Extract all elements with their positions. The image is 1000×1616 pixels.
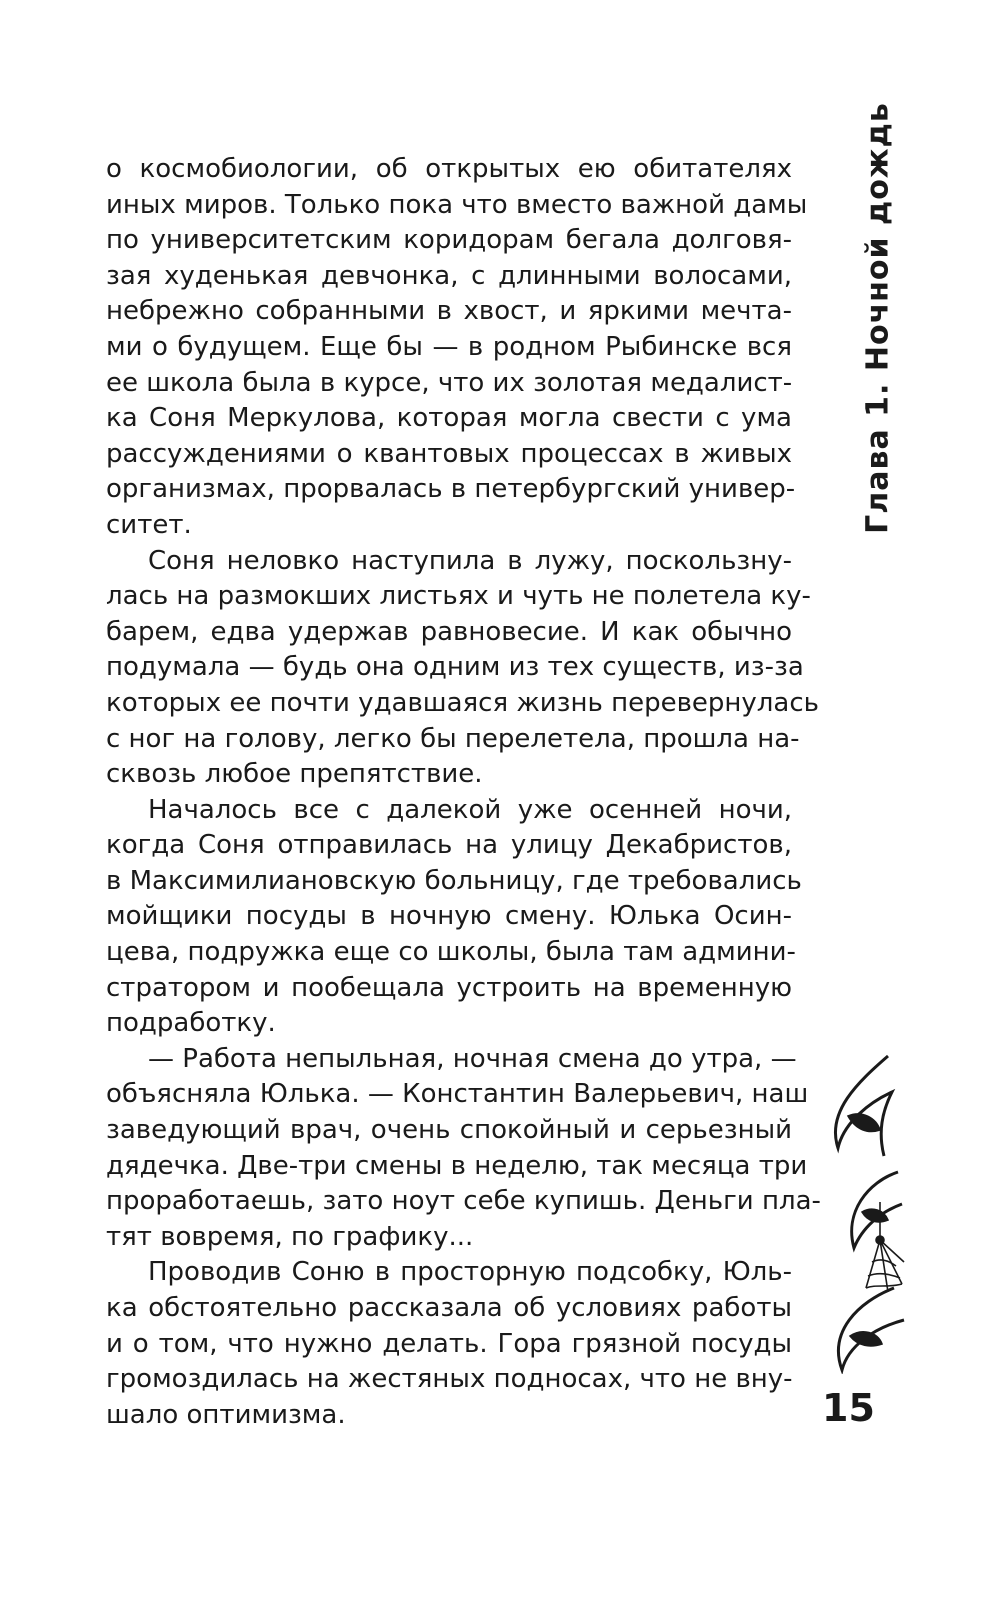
- text-line: лась на размокших листьях и чуть не полетела ку-: [106, 581, 811, 612]
- text-line: рассуждениями о квантовых процессах в живых: [106, 438, 792, 469]
- text-line: подумала — будь она одним из тех существ, из-за: [106, 652, 804, 683]
- text-line: стратором и пообещала устроить на временную: [106, 972, 792, 1003]
- text-line: тят вовремя, по графику...: [106, 1221, 474, 1252]
- text-line: объясняла Юлька. — Константин Валерьевич, наш: [106, 1079, 809, 1110]
- paragraph: [106, 1255, 792, 1433]
- text-line: подработку.: [106, 1008, 276, 1039]
- text-line: Началось все с далекой уже осенней ночи,: [148, 794, 792, 825]
- body-text: [106, 152, 821, 1433]
- text-line: ка обстоятельно рассказала об условиях работы: [106, 1293, 792, 1323]
- text-line: Проводив Соню в просторную подсобку, Юль-: [148, 1257, 792, 1288]
- text-line: заведующий врач, очень спокойный и серьезный: [106, 1115, 792, 1146]
- gothic-ornament-icon: [818, 1052, 908, 1374]
- paragraph: [106, 152, 808, 544]
- text-line: организмах, прорвалась в петербургский универ-: [106, 474, 796, 505]
- text-line: в Максимилиановскую больницу, где требовались: [106, 865, 802, 896]
- page-number: 15: [822, 1386, 875, 1430]
- running-head-chapter-title: Глава 1. Ночной дождь: [860, 102, 896, 534]
- text-line: дядечка. Две-три смены в неделю, так месяца три: [106, 1150, 808, 1181]
- text-line: проработаешь, зато ноут себе купишь. Деньги пла-: [106, 1186, 821, 1217]
- text-line: шало оптимизма.: [106, 1399, 346, 1430]
- text-line: иных миров. Только пока что вместо важной дамы: [106, 189, 808, 220]
- text-line: зая худенькая девчонка, с длинными волосами,: [106, 260, 792, 291]
- text-line: и о том, что нужно делать. Гора грязной посуды: [106, 1328, 792, 1359]
- text-line: мойщики посуды в ночную смену. Юлька Осин-: [106, 901, 792, 932]
- text-line: ка Соня Меркулова, которая могла свести с ума: [106, 403, 792, 434]
- text-line: небрежно собранными в хвост, и яркими мечта-: [106, 296, 792, 327]
- text-line: которых ее почти удавшаяся жизнь перевернулась: [106, 687, 819, 718]
- text-line: — Работа непыльная, ночная смена до утра, —: [148, 1043, 797, 1074]
- text-line: цева, подружка еще со школы, была там админи-: [106, 937, 796, 968]
- paragraph: [106, 544, 819, 793]
- paragraph: [106, 793, 802, 1042]
- text-line: когда Соня отправилась на улицу Декабристов,: [106, 830, 792, 861]
- text-line: барем, едва удержав равновесие. И как обычно: [106, 616, 792, 647]
- text-line: громоздилась на жестяных подносах, что не вну-: [106, 1364, 793, 1395]
- text-line: о космобиологии, об открытых ею обитателях: [106, 154, 792, 184]
- text-line: по университетским коридорам бегала долговя-: [106, 225, 792, 256]
- text-line: с ног на голову, легко бы перелетела, прошла на-: [106, 723, 800, 754]
- text-line: сквозь любое препятствие.: [106, 759, 483, 790]
- text-line: ситет.: [106, 509, 192, 540]
- text-line: ми о будущем. Еще бы — в родном Рыбинске вся: [106, 331, 792, 362]
- text-line: Соня неловко наступила в лужу, поскользну-: [148, 545, 792, 576]
- text-line: ее школа была в курсе, что их золотая медалист-: [106, 367, 793, 398]
- paragraph: [106, 1042, 821, 1256]
